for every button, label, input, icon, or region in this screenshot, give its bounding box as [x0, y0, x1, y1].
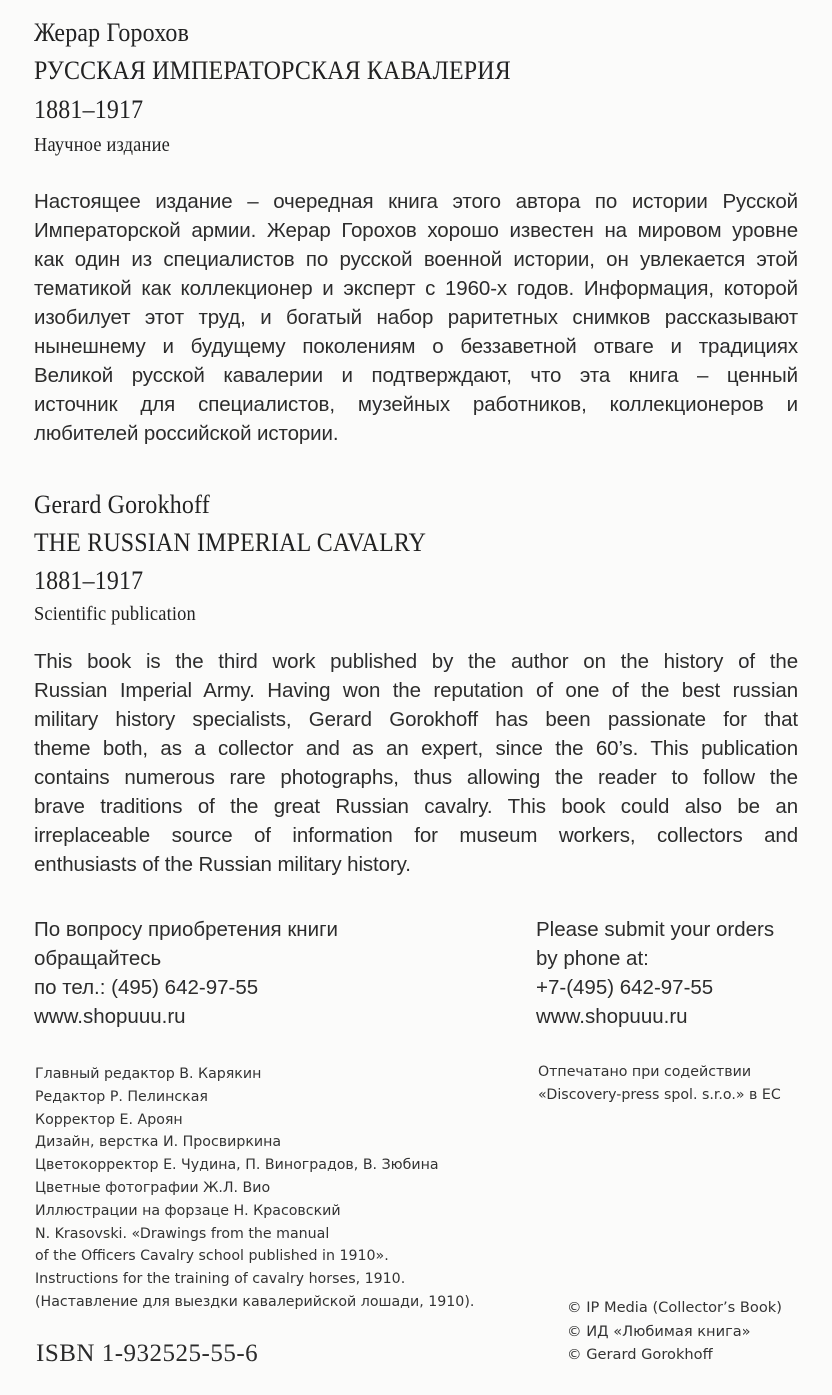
- credit-line: Дизайн, верстка И. Просвиркина: [35, 1134, 282, 1151]
- website-link[interactable]: www.shopuuu.ru: [34, 1005, 186, 1028]
- description-line: Великой русской кавалерии и подтверждают, что эта книга – ценный: [34, 364, 798, 387]
- orders-text: Please submit your orders: [536, 918, 775, 941]
- description-english: [34, 647, 798, 879]
- subtitle-english: Scientific publication: [34, 603, 196, 625]
- book-title-russian: РУССКАЯ ИМПЕРАТОРСКАЯ КАВАЛЕРИЯ: [34, 56, 511, 85]
- years-russian: 1881–1917: [34, 95, 144, 124]
- description-russian: [34, 187, 798, 448]
- description-line: любителей российской истории.: [34, 422, 339, 445]
- description-line: изобилует этот труд, и богатый набор раритетных снимков рассказывают: [34, 306, 798, 329]
- orders-text: По вопросу приобретения книги: [34, 918, 339, 941]
- description-line: irreplaceable source of information for museum workers, collectors and: [34, 824, 798, 847]
- isbn: ISBN 1-932525-55-6: [36, 1340, 259, 1367]
- description-line: тематикой как коллекционер и эксперт с 1960-х годов. Информация, которой: [34, 277, 798, 300]
- credit-line: Цветокорректор Е. Чудина, П. Виноградов, В. Зюбина: [35, 1157, 439, 1174]
- orders-phone: +7-(495) 642-97-55: [536, 976, 714, 999]
- credit-line: of the Officers Cavalry school published in 1910».: [35, 1248, 389, 1265]
- copyright-list: [567, 1296, 782, 1367]
- description-line: military history specialists, Gerard Gorokhoff has been passionate for that: [34, 708, 798, 731]
- credits-list: [35, 1063, 474, 1314]
- printing-line: «Discovery-press spol. s.r.o.» в ЕС: [538, 1086, 781, 1103]
- printing-line: Отпечатано при содействии: [538, 1064, 752, 1080]
- author-english: Gerard Gorokhoff: [34, 490, 210, 519]
- description-line: theme both, as a collector and as an expert, since the 60’s. This publication: [34, 737, 798, 760]
- book-title-english: THE RUSSIAN IMPERIAL CAVALRY: [34, 528, 427, 557]
- orders-english: [536, 915, 774, 1031]
- credit-line: Instructions for the training of cavalry horses, 1910.: [35, 1271, 406, 1288]
- orders-russian: [34, 915, 338, 1031]
- orders-text: by phone at:: [536, 947, 649, 970]
- credit-line: N. Krasovski. «Drawings from the manual: [35, 1225, 330, 1242]
- description-line: нынешнему и будущему поколениям о беззаветной отваге и традициях: [34, 335, 798, 358]
- author-russian: Жерар Горохов: [34, 18, 190, 47]
- years-english: 1881–1917: [34, 566, 144, 595]
- description-line: Императорской армии. Жерар Горохов хорошо известен на мировом уровне: [34, 219, 798, 242]
- description-line: contains numerous rare photographs, thus allowing the reader to follow the: [34, 766, 798, 789]
- description-line: This book is the third work published by the author on the history of the: [34, 650, 798, 673]
- copyright-line: © ИД «Любимая книга»: [567, 1322, 751, 1340]
- orders-text: обращайтесь: [34, 947, 162, 970]
- subtitle-russian: Научное издание: [34, 134, 170, 156]
- website-link[interactable]: www.shopuuu.ru: [536, 1005, 688, 1028]
- description-line: как один из специалистов по русской военной истории, он увлекается этой: [34, 248, 798, 271]
- credit-line: (Наставление для выездки кавалерийской лошади, 1910).: [35, 1293, 475, 1310]
- copyright-line: © IP Media (Collector’s Book): [567, 1299, 782, 1316]
- description-line: источник для специалистов, музейных работников, коллекционеров и: [34, 393, 798, 416]
- printing-info: [538, 1061, 781, 1107]
- description-line: enthusiasts of the Russian military history.: [34, 853, 411, 876]
- credit-line: Корректор Е. Ароян: [35, 1111, 183, 1128]
- copyright-line: © Gerard Gorokhoff: [567, 1346, 713, 1363]
- orders-phone: по тел.: (495) 642-97-55: [34, 976, 259, 999]
- description-line: Russian Imperial Army. Having won the reputation of one of the best russian: [34, 679, 798, 702]
- credit-line: Главный редактор В. Карякин: [35, 1066, 262, 1082]
- credit-line: Редактор Р. Пелинская: [35, 1088, 208, 1105]
- credit-line: Иллюстрации на форзаце Н. Красовский: [35, 1202, 341, 1219]
- description-line: brave traditions of the great Russian cavalry. This book could also be an: [34, 795, 798, 818]
- description-line: Настоящее издание – очередная книга этого автора по истории Русской: [34, 190, 798, 213]
- credit-line: Цветные фотографии Ж.Л. Вио: [35, 1179, 271, 1196]
